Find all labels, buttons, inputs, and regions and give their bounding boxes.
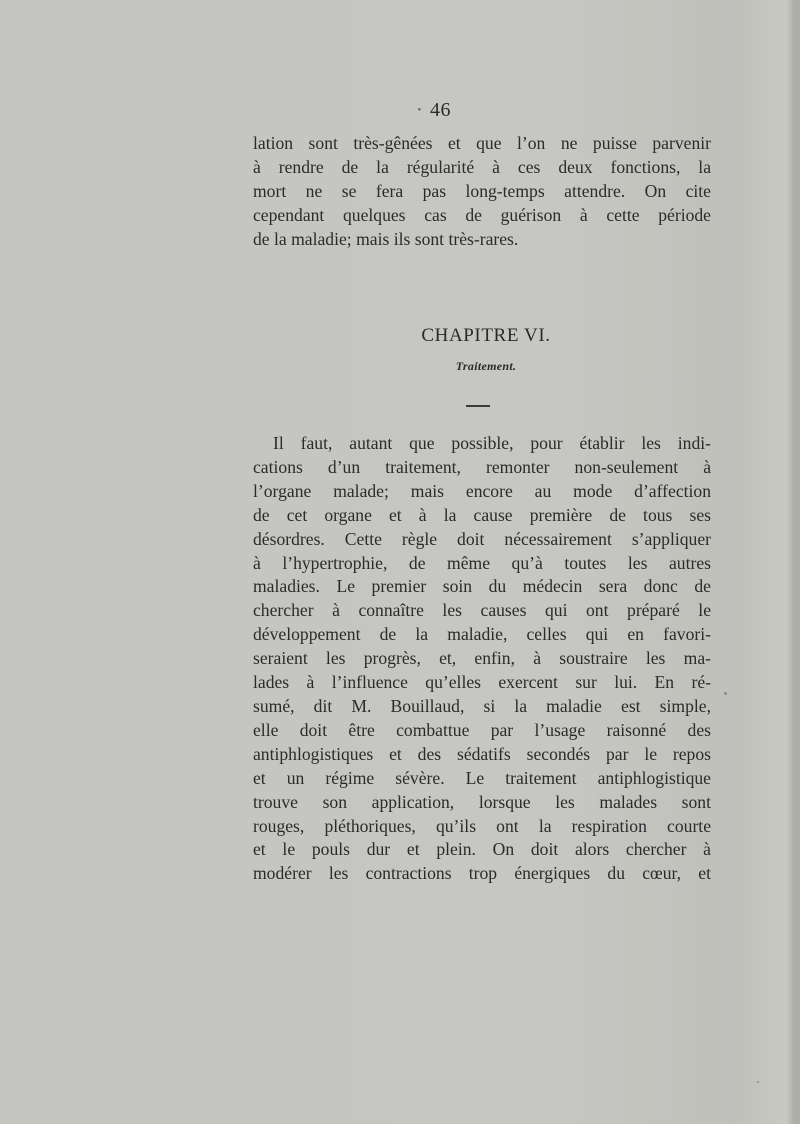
text-line: lation sont très-gênées et que l’on ne puisse parvenir <box>253 133 711 153</box>
paper-speck <box>724 692 727 695</box>
text-line: mort ne se fera pas long-temps attendre. On cite <box>253 180 711 201</box>
text-line: et un régime sévère. Le traitement antiphlogistique <box>253 767 711 788</box>
text-line: maladies. Le premier soin du médecin sera donc de <box>253 576 711 597</box>
text-line: à rendre de la régularité à ces deux fonctions, la <box>253 156 711 177</box>
body-paragraph <box>253 432 711 886</box>
text-line: désordres. Cette règle doit nécessairement s’appliquer <box>253 528 711 549</box>
text-line: lades à l’influence qu’elles exercent sur lui. En ré- <box>253 672 711 693</box>
text-line: l’organe malade; mais encore au mode d’affection <box>253 480 711 501</box>
page-number: · 46 <box>430 99 451 122</box>
text-line: à l’hypertrophie, de même qu’à toutes les autres <box>253 552 711 573</box>
text-line: elle doit être combattue par l’usage raisonné des <box>253 719 711 740</box>
text-line: antiphlogistiques et des sédatifs secondés par le repos <box>253 743 711 764</box>
text-line: et le pouls dur et plein. On doit alors chercher à <box>253 839 711 860</box>
page-spine-shadow <box>786 0 800 1124</box>
continuation-paragraph <box>253 132 711 252</box>
text-line: cations d’un traitement, remonter non-seulement à <box>253 456 711 477</box>
text-line: sumé, dit M. Bouillaud, si la maladie est simple, <box>253 695 711 716</box>
text-line: modérer les contractions trop énergiques du cœur, et <box>253 863 711 884</box>
section-divider <box>466 405 490 407</box>
text-line: développement de la maladie, celles qui en favori- <box>253 624 711 645</box>
text-line: Il faut, autant que possible, pour établir les indi- <box>273 433 711 453</box>
chapter-subtitle: Traitement. <box>455 359 517 373</box>
text-line: trouve son application, lorsque les malades sont <box>253 791 711 812</box>
text-line: de la maladie; mais ils sont très-rares. <box>253 228 519 249</box>
text-line: rouges, pléthoriques, qu’ils ont la respiration courte <box>253 815 711 836</box>
chapter-title: CHAPITRE VI. <box>421 325 551 346</box>
text-line: cependant quelques cas de guérison à cette période <box>253 204 711 225</box>
text-line: seraient les progrès, et, enfin, à soustraire les ma- <box>253 648 711 669</box>
text-line: de cet organe et à la cause première de tous ses <box>253 504 711 525</box>
text-line: chercher à connaître les causes qui ont préparé le <box>253 600 711 621</box>
paper-speck <box>757 1081 759 1083</box>
